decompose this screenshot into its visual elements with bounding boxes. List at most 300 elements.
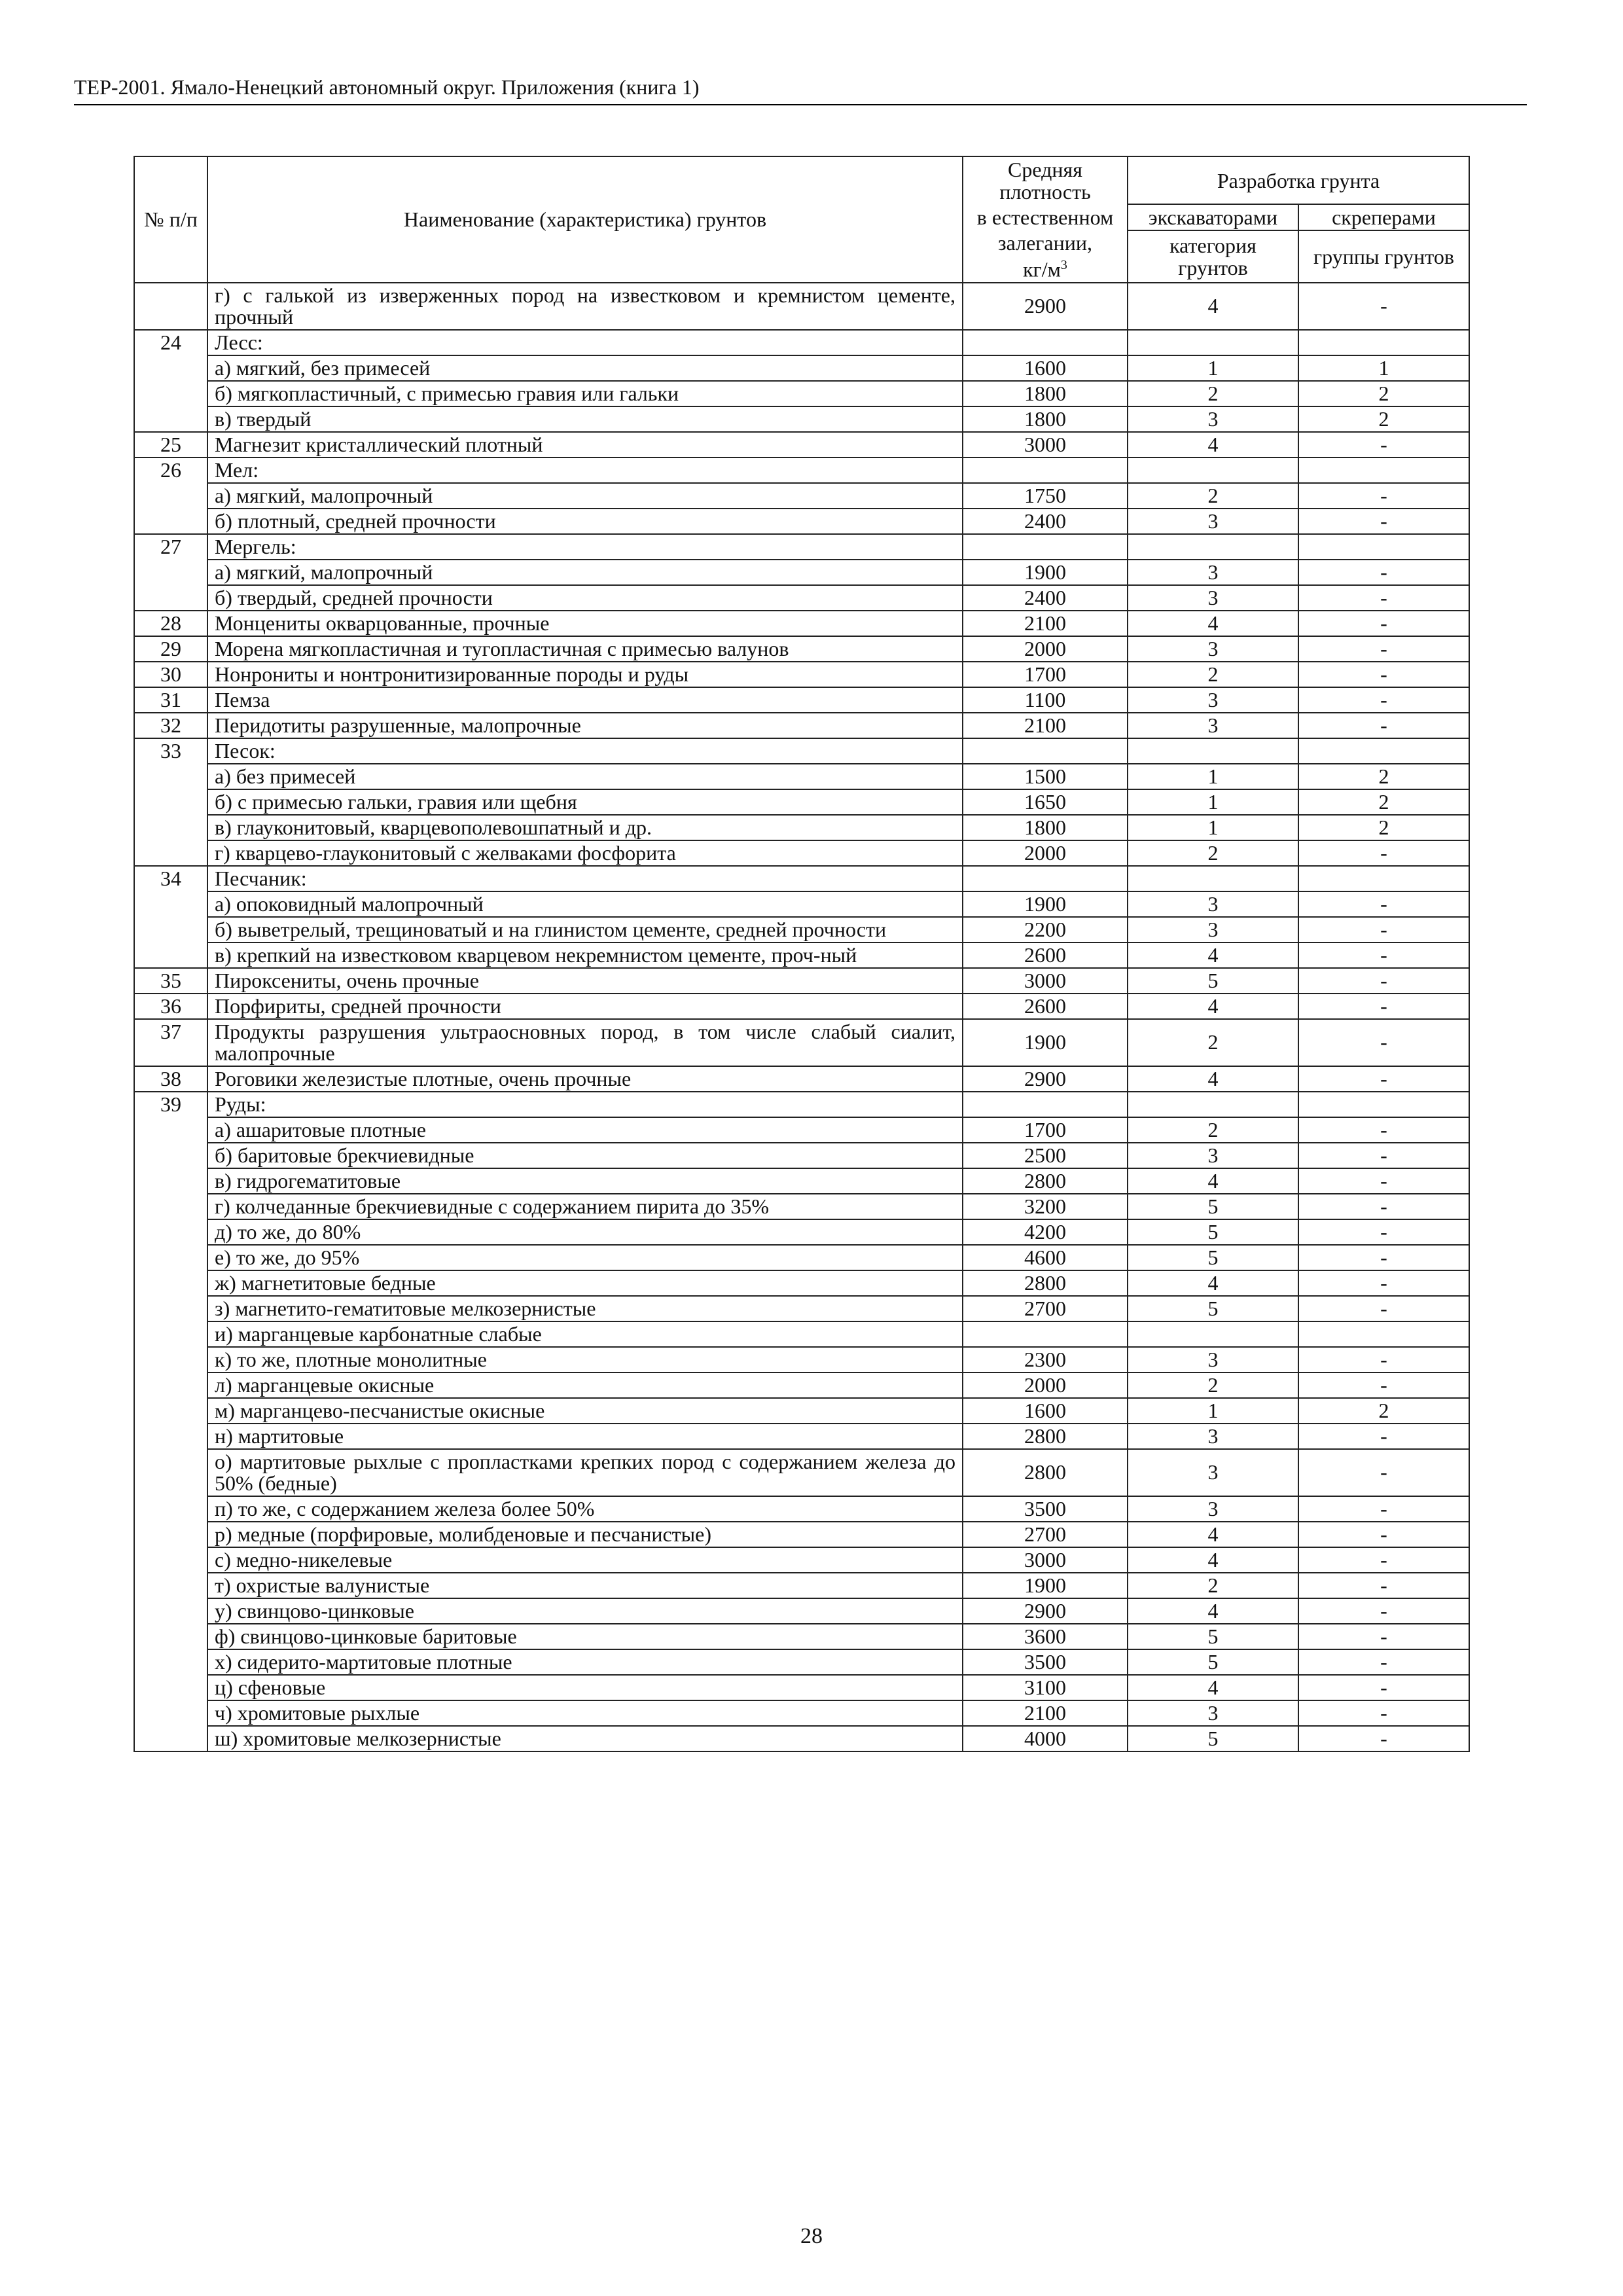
row-density: 3500 bbox=[963, 1649, 1128, 1675]
row-scraper-group: - bbox=[1298, 1573, 1469, 1598]
row-name: ж) магнетитовые бедные bbox=[207, 1270, 963, 1296]
table-row bbox=[134, 968, 1469, 994]
table-row bbox=[134, 917, 1469, 942]
row-excavator-category bbox=[1128, 1092, 1298, 1117]
row-excavator-category: 1 bbox=[1128, 815, 1298, 840]
row-scraper-group: - bbox=[1298, 1624, 1469, 1649]
table-row bbox=[134, 1219, 1469, 1245]
row-scraper-group: - bbox=[1298, 1522, 1469, 1547]
row-excavator-category: 5 bbox=[1128, 1245, 1298, 1270]
col-density-header-1: Средняя плотность bbox=[963, 156, 1128, 204]
row-scraper-group: - bbox=[1298, 1019, 1469, 1066]
row-excavator-category: 2 bbox=[1128, 662, 1298, 687]
page-number: 28 bbox=[800, 2224, 823, 2248]
row-density: 2200 bbox=[963, 917, 1128, 942]
table-row bbox=[134, 1372, 1469, 1398]
row-density: 2900 bbox=[963, 1066, 1128, 1092]
row-scraper-group: - bbox=[1298, 1547, 1469, 1573]
row-number bbox=[134, 1372, 207, 1398]
row-density bbox=[963, 457, 1128, 483]
row-excavator-category bbox=[1128, 330, 1298, 355]
row-number bbox=[134, 1296, 207, 1321]
row-scraper-group: - bbox=[1298, 560, 1469, 585]
row-number bbox=[134, 1194, 207, 1219]
row-excavator-category: 1 bbox=[1128, 355, 1298, 381]
row-scraper-group: 2 bbox=[1298, 764, 1469, 789]
row-density: 2100 bbox=[963, 1700, 1128, 1726]
row-scraper-group: - bbox=[1298, 840, 1469, 866]
row-excavator-category: 4 bbox=[1128, 1168, 1298, 1194]
table-row bbox=[134, 406, 1469, 432]
row-scraper-group: - bbox=[1298, 1424, 1469, 1449]
row-name: в) твердый bbox=[207, 406, 963, 432]
row-density: 3100 bbox=[963, 1675, 1128, 1700]
table-row bbox=[134, 560, 1469, 585]
row-density: 1750 bbox=[963, 483, 1128, 509]
row-name: Порфириты, средней прочности bbox=[207, 994, 963, 1019]
row-name: Морена мягкопластичная и тугопластичная с примесью валунов bbox=[207, 636, 963, 662]
row-number: 24 bbox=[134, 330, 207, 355]
row-number bbox=[134, 585, 207, 611]
table-row bbox=[134, 611, 1469, 636]
row-density: 1600 bbox=[963, 1398, 1128, 1424]
row-scraper-group: - bbox=[1298, 942, 1469, 968]
row-name: Мел: bbox=[207, 457, 963, 483]
row-excavator-category: 5 bbox=[1128, 1296, 1298, 1321]
row-scraper-group: - bbox=[1298, 432, 1469, 457]
row-excavator-category: 3 bbox=[1128, 560, 1298, 585]
row-name: м) марганцево-песчанистые окисные bbox=[207, 1398, 963, 1424]
row-density: 1900 bbox=[963, 1019, 1128, 1066]
row-density: 2400 bbox=[963, 509, 1128, 534]
row-density: 1600 bbox=[963, 355, 1128, 381]
row-number bbox=[134, 1496, 207, 1522]
row-density: 1800 bbox=[963, 815, 1128, 840]
table-row bbox=[134, 1117, 1469, 1143]
row-name: Магнезит кристаллический плотный bbox=[207, 432, 963, 457]
row-scraper-group: - bbox=[1298, 1066, 1469, 1092]
row-name: к) то же, плотные монолитные bbox=[207, 1347, 963, 1372]
row-excavator-category: 5 bbox=[1128, 1649, 1298, 1675]
row-density bbox=[963, 738, 1128, 764]
row-number bbox=[134, 1675, 207, 1700]
row-excavator-category: 4 bbox=[1128, 1066, 1298, 1092]
row-name: Продукты разрушения ультраосновных пород, в том числе слабый сиалит, малопрочные bbox=[207, 1019, 963, 1066]
table-row bbox=[134, 1066, 1469, 1092]
table-row bbox=[134, 1700, 1469, 1726]
row-excavator-category: 1 bbox=[1128, 1398, 1298, 1424]
table-row bbox=[134, 1168, 1469, 1194]
row-density: 1900 bbox=[963, 891, 1128, 917]
row-number bbox=[134, 1424, 207, 1449]
row-name: г) с галькой из изверженных пород на известковом и кремнистом цементе, прочный bbox=[207, 283, 963, 330]
table-row bbox=[134, 636, 1469, 662]
table-row bbox=[134, 283, 1469, 330]
row-scraper-group: - bbox=[1298, 1372, 1469, 1398]
table-row bbox=[134, 1143, 1469, 1168]
row-number: 26 bbox=[134, 457, 207, 483]
row-name: б) баритовые брекчиевидные bbox=[207, 1143, 963, 1168]
density-header-line-3: залегании, bbox=[998, 231, 1092, 255]
row-excavator-category: 2 bbox=[1128, 1019, 1298, 1066]
table-row bbox=[134, 994, 1469, 1019]
row-number bbox=[134, 1321, 207, 1347]
table-head bbox=[134, 156, 1469, 283]
table-row bbox=[134, 1347, 1469, 1372]
row-number bbox=[134, 1522, 207, 1547]
row-scraper-group: - bbox=[1298, 1219, 1469, 1245]
row-number bbox=[134, 1117, 207, 1143]
table-row bbox=[134, 866, 1469, 891]
row-density: 2100 bbox=[963, 611, 1128, 636]
row-number bbox=[134, 283, 207, 330]
row-excavator-category: 4 bbox=[1128, 994, 1298, 1019]
row-excavator-category: 3 bbox=[1128, 636, 1298, 662]
row-density: 3000 bbox=[963, 432, 1128, 457]
table-row bbox=[134, 585, 1469, 611]
row-number: 38 bbox=[134, 1066, 207, 1092]
row-number bbox=[134, 1143, 207, 1168]
row-density: 4600 bbox=[963, 1245, 1128, 1270]
row-excavator-category: 3 bbox=[1128, 687, 1298, 713]
row-number bbox=[134, 1347, 207, 1372]
table-row bbox=[134, 738, 1469, 764]
row-name: т) охристые валунистые bbox=[207, 1573, 963, 1598]
row-name: п) то же, с содержанием железа более 50% bbox=[207, 1496, 963, 1522]
row-number: 28 bbox=[134, 611, 207, 636]
row-name: б) мягкопластичный, с примесью гравия или гальки bbox=[207, 381, 963, 406]
row-excavator-category: 3 bbox=[1128, 917, 1298, 942]
row-density: 1700 bbox=[963, 662, 1128, 687]
row-scraper-group: - bbox=[1298, 1296, 1469, 1321]
row-density: 2900 bbox=[963, 283, 1128, 330]
row-excavator-category bbox=[1128, 738, 1298, 764]
row-name: Песчаник: bbox=[207, 866, 963, 891]
row-excavator-category: 4 bbox=[1128, 1547, 1298, 1573]
table-row bbox=[134, 1321, 1469, 1347]
row-name: в) крепкий на известковом кварцевом некремнистом цементе, проч-ный bbox=[207, 942, 963, 968]
row-density: 4200 bbox=[963, 1219, 1128, 1245]
table-row bbox=[134, 815, 1469, 840]
row-scraper-group bbox=[1298, 457, 1469, 483]
row-scraper-group: - bbox=[1298, 968, 1469, 994]
row-name: Роговики железистые плотные, очень прочные bbox=[207, 1066, 963, 1092]
row-scraper-group: - bbox=[1298, 891, 1469, 917]
row-number bbox=[134, 1398, 207, 1424]
row-excavator-category: 5 bbox=[1128, 1726, 1298, 1751]
row-number bbox=[134, 1700, 207, 1726]
row-scraper-group: - bbox=[1298, 1347, 1469, 1372]
row-name: з) магнетито-гематитовые мелкозернистые bbox=[207, 1296, 963, 1321]
row-number bbox=[134, 355, 207, 381]
row-excavator-category bbox=[1128, 866, 1298, 891]
row-number bbox=[134, 942, 207, 968]
row-name: б) плотный, средней прочности bbox=[207, 509, 963, 534]
table-row bbox=[134, 509, 1469, 534]
row-density: 2800 bbox=[963, 1168, 1128, 1194]
row-number: 27 bbox=[134, 534, 207, 560]
row-number bbox=[134, 1649, 207, 1675]
row-excavator-category: 4 bbox=[1128, 432, 1298, 457]
row-excavator-category: 3 bbox=[1128, 509, 1298, 534]
row-number bbox=[134, 1245, 207, 1270]
table-row bbox=[134, 355, 1469, 381]
row-excavator-category: 3 bbox=[1128, 406, 1298, 432]
density-unit-exponent: 3 bbox=[1060, 258, 1067, 272]
row-name: о) мартитовые рыхлые с пропластками крепких пород с содержанием железа до 50% (бедные) bbox=[207, 1449, 963, 1496]
row-name: г) кварцево-глауконитовый с желваками фосфорита bbox=[207, 840, 963, 866]
row-name: а) мягкий, без примесей bbox=[207, 355, 963, 381]
table-row bbox=[134, 1092, 1469, 1117]
row-number bbox=[134, 1573, 207, 1598]
row-density: 3500 bbox=[963, 1496, 1128, 1522]
row-excavator-category: 4 bbox=[1128, 611, 1298, 636]
table-row bbox=[134, 1424, 1469, 1449]
row-scraper-group: 1 bbox=[1298, 355, 1469, 381]
row-scraper-group: - bbox=[1298, 662, 1469, 687]
table-row bbox=[134, 1624, 1469, 1649]
row-name: а) мягкий, малопрочный bbox=[207, 560, 963, 585]
row-density: 3600 bbox=[963, 1624, 1128, 1649]
row-scraper-group: - bbox=[1298, 917, 1469, 942]
row-density bbox=[963, 1092, 1128, 1117]
row-scraper-group: - bbox=[1298, 1143, 1469, 1168]
row-number bbox=[134, 1598, 207, 1624]
table-row bbox=[134, 840, 1469, 866]
row-density: 1700 bbox=[963, 1117, 1128, 1143]
row-number: 39 bbox=[134, 1092, 207, 1117]
row-excavator-category: 5 bbox=[1128, 1194, 1298, 1219]
row-density: 2000 bbox=[963, 840, 1128, 866]
table-row bbox=[134, 1649, 1469, 1675]
row-density: 2900 bbox=[963, 1598, 1128, 1624]
row-name: л) марганцевые окисные bbox=[207, 1372, 963, 1398]
row-scraper-group: - bbox=[1298, 687, 1469, 713]
row-number bbox=[134, 764, 207, 789]
row-scraper-group: 2 bbox=[1298, 815, 1469, 840]
table-row bbox=[134, 764, 1469, 789]
row-name: х) сидерито-мартитовые плотные bbox=[207, 1649, 963, 1675]
row-name: е) то же, до 95% bbox=[207, 1245, 963, 1270]
row-density: 4000 bbox=[963, 1726, 1128, 1751]
row-name: с) медно-никелевые bbox=[207, 1547, 963, 1573]
row-number: 25 bbox=[134, 432, 207, 457]
row-number: 36 bbox=[134, 994, 207, 1019]
row-excavator-category bbox=[1128, 457, 1298, 483]
row-density: 1900 bbox=[963, 560, 1128, 585]
table-body bbox=[134, 283, 1469, 1751]
row-number bbox=[134, 1168, 207, 1194]
row-excavator-category: 5 bbox=[1128, 1624, 1298, 1649]
table-row bbox=[134, 1449, 1469, 1496]
row-scraper-group bbox=[1298, 1092, 1469, 1117]
row-scraper-group bbox=[1298, 866, 1469, 891]
row-number: 31 bbox=[134, 687, 207, 713]
row-scraper-group: - bbox=[1298, 1168, 1469, 1194]
row-excavator-category: 4 bbox=[1128, 1598, 1298, 1624]
table-row bbox=[134, 1573, 1469, 1598]
row-excavator-category: 3 bbox=[1128, 1347, 1298, 1372]
row-scraper-group: - bbox=[1298, 713, 1469, 738]
row-excavator-category: 3 bbox=[1128, 1700, 1298, 1726]
row-name: ш) хромитовые мелкозернистые bbox=[207, 1726, 963, 1751]
row-scraper-group: - bbox=[1298, 1270, 1469, 1296]
row-density: 2600 bbox=[963, 994, 1128, 1019]
row-excavator-category: 3 bbox=[1128, 1143, 1298, 1168]
row-scraper-group: 2 bbox=[1298, 381, 1469, 406]
row-density: 2600 bbox=[963, 942, 1128, 968]
row-excavator-category: 2 bbox=[1128, 840, 1298, 866]
row-excavator-category: 5 bbox=[1128, 1219, 1298, 1245]
row-density: 3000 bbox=[963, 968, 1128, 994]
table-row bbox=[134, 1270, 1469, 1296]
row-name: д) то же, до 80% bbox=[207, 1219, 963, 1245]
row-number: 32 bbox=[134, 713, 207, 738]
row-density: 3000 bbox=[963, 1547, 1128, 1573]
row-excavator-category: 1 bbox=[1128, 764, 1298, 789]
row-scraper-group: - bbox=[1298, 283, 1469, 330]
table-row bbox=[134, 891, 1469, 917]
page-header bbox=[74, 74, 1527, 105]
row-number bbox=[134, 1449, 207, 1496]
row-number bbox=[134, 406, 207, 432]
row-excavator-category: 4 bbox=[1128, 942, 1298, 968]
row-name: б) с примесью гальки, гравия или щебня bbox=[207, 789, 963, 815]
row-excavator-category: 3 bbox=[1128, 585, 1298, 611]
row-density: 1650 bbox=[963, 789, 1128, 815]
col-name-header: Наименование (характеристика) грунтов bbox=[207, 156, 963, 283]
row-number bbox=[134, 381, 207, 406]
row-excavator-category bbox=[1128, 1321, 1298, 1347]
col-scr-header: скреперами bbox=[1298, 204, 1469, 230]
soil-table bbox=[134, 156, 1470, 1752]
col-density-header-2: в естественном bbox=[963, 204, 1128, 230]
row-number bbox=[134, 840, 207, 866]
row-number: 37 bbox=[134, 1019, 207, 1066]
row-excavator-category: 4 bbox=[1128, 1675, 1298, 1700]
row-density: 2800 bbox=[963, 1424, 1128, 1449]
table-row bbox=[134, 789, 1469, 815]
row-scraper-group: - bbox=[1298, 509, 1469, 534]
row-number: 33 bbox=[134, 738, 207, 764]
row-excavator-category: 3 bbox=[1128, 1449, 1298, 1496]
table-row bbox=[134, 457, 1469, 483]
row-excavator-category: 5 bbox=[1128, 968, 1298, 994]
row-density bbox=[963, 866, 1128, 891]
row-density: 1800 bbox=[963, 406, 1128, 432]
row-name: ч) хромитовые рыхлые bbox=[207, 1700, 963, 1726]
row-name: у) свинцово-цинковые bbox=[207, 1598, 963, 1624]
row-density: 2800 bbox=[963, 1270, 1128, 1296]
row-excavator-category: 1 bbox=[1128, 789, 1298, 815]
row-name: р) медные (порфировые, молибденовые и песчанистые) bbox=[207, 1522, 963, 1547]
col-work-header: Разработка грунта bbox=[1128, 156, 1469, 204]
row-scraper-group: - bbox=[1298, 1598, 1469, 1624]
row-excavator-category: 4 bbox=[1128, 1270, 1298, 1296]
row-scraper-group bbox=[1298, 534, 1469, 560]
row-excavator-category: 3 bbox=[1128, 1424, 1298, 1449]
table-row bbox=[134, 942, 1469, 968]
row-density bbox=[963, 1321, 1128, 1347]
row-name: Пемза bbox=[207, 687, 963, 713]
row-name: Пироксениты, очень прочные bbox=[207, 968, 963, 994]
table-row bbox=[134, 1398, 1469, 1424]
row-scraper-group: - bbox=[1298, 611, 1469, 636]
row-name: и) марганцевые карбонатные слабые bbox=[207, 1321, 963, 1347]
row-scraper-group: 2 bbox=[1298, 406, 1469, 432]
col-density-header-3 bbox=[963, 230, 1128, 283]
document-title: ТЕР-2001. Ямало-Ненецкий автономный округ. Приложения (книга 1) bbox=[74, 75, 700, 99]
row-number bbox=[134, 1547, 207, 1573]
row-density: 2100 bbox=[963, 713, 1128, 738]
row-number: 30 bbox=[134, 662, 207, 687]
row-scraper-group: - bbox=[1298, 1117, 1469, 1143]
table-row bbox=[134, 1194, 1469, 1219]
table-row bbox=[134, 1245, 1469, 1270]
table-row bbox=[134, 687, 1469, 713]
table-row bbox=[134, 1675, 1469, 1700]
row-number bbox=[134, 509, 207, 534]
row-number: 29 bbox=[134, 636, 207, 662]
table-row bbox=[134, 713, 1469, 738]
table-row bbox=[134, 483, 1469, 509]
row-name: в) глауконитовый, кварцевополевошпатный и др. bbox=[207, 815, 963, 840]
table-row bbox=[134, 330, 1469, 355]
table-row bbox=[134, 381, 1469, 406]
row-excavator-category: 3 bbox=[1128, 891, 1298, 917]
row-scraper-group: - bbox=[1298, 1649, 1469, 1675]
row-excavator-category: 4 bbox=[1128, 283, 1298, 330]
row-scraper-group: - bbox=[1298, 1726, 1469, 1751]
row-excavator-category: 3 bbox=[1128, 713, 1298, 738]
table-row bbox=[134, 1296, 1469, 1321]
row-scraper-group: - bbox=[1298, 1194, 1469, 1219]
col-num-header: № п/п bbox=[134, 156, 207, 283]
row-name: Перидотиты разрушенные, малопрочные bbox=[207, 713, 963, 738]
row-number bbox=[134, 1219, 207, 1245]
row-number: 34 bbox=[134, 866, 207, 891]
row-density: 2400 bbox=[963, 585, 1128, 611]
row-density: 1800 bbox=[963, 381, 1128, 406]
row-name: а) опоковидный малопрочный bbox=[207, 891, 963, 917]
row-density bbox=[963, 330, 1128, 355]
row-scraper-group: - bbox=[1298, 636, 1469, 662]
row-excavator-category bbox=[1128, 534, 1298, 560]
row-name: б) выветрелый, трещиноватый и на глинистом цементе, средней прочности bbox=[207, 917, 963, 942]
row-scraper-group bbox=[1298, 738, 1469, 764]
row-name: Монцениты окварцованные, прочные bbox=[207, 611, 963, 636]
row-excavator-category: 2 bbox=[1128, 381, 1298, 406]
row-density: 2700 bbox=[963, 1296, 1128, 1321]
table-row bbox=[134, 534, 1469, 560]
table-row bbox=[134, 1019, 1469, 1066]
row-number bbox=[134, 917, 207, 942]
row-name: Нонрониты и нонтронитизированные породы и руды bbox=[207, 662, 963, 687]
row-density bbox=[963, 534, 1128, 560]
row-scraper-group bbox=[1298, 330, 1469, 355]
row-excavator-category: 2 bbox=[1128, 1117, 1298, 1143]
row-scraper-group: 2 bbox=[1298, 789, 1469, 815]
row-number bbox=[134, 560, 207, 585]
row-density: 2700 bbox=[963, 1522, 1128, 1547]
row-name: а) ашаритовые плотные bbox=[207, 1117, 963, 1143]
row-number bbox=[134, 1726, 207, 1751]
row-name: ф) свинцово-цинковые баритовые bbox=[207, 1624, 963, 1649]
table-row bbox=[134, 432, 1469, 457]
row-scraper-group: - bbox=[1298, 585, 1469, 611]
row-density: 3200 bbox=[963, 1194, 1128, 1219]
row-scraper-group: 2 bbox=[1298, 1398, 1469, 1424]
